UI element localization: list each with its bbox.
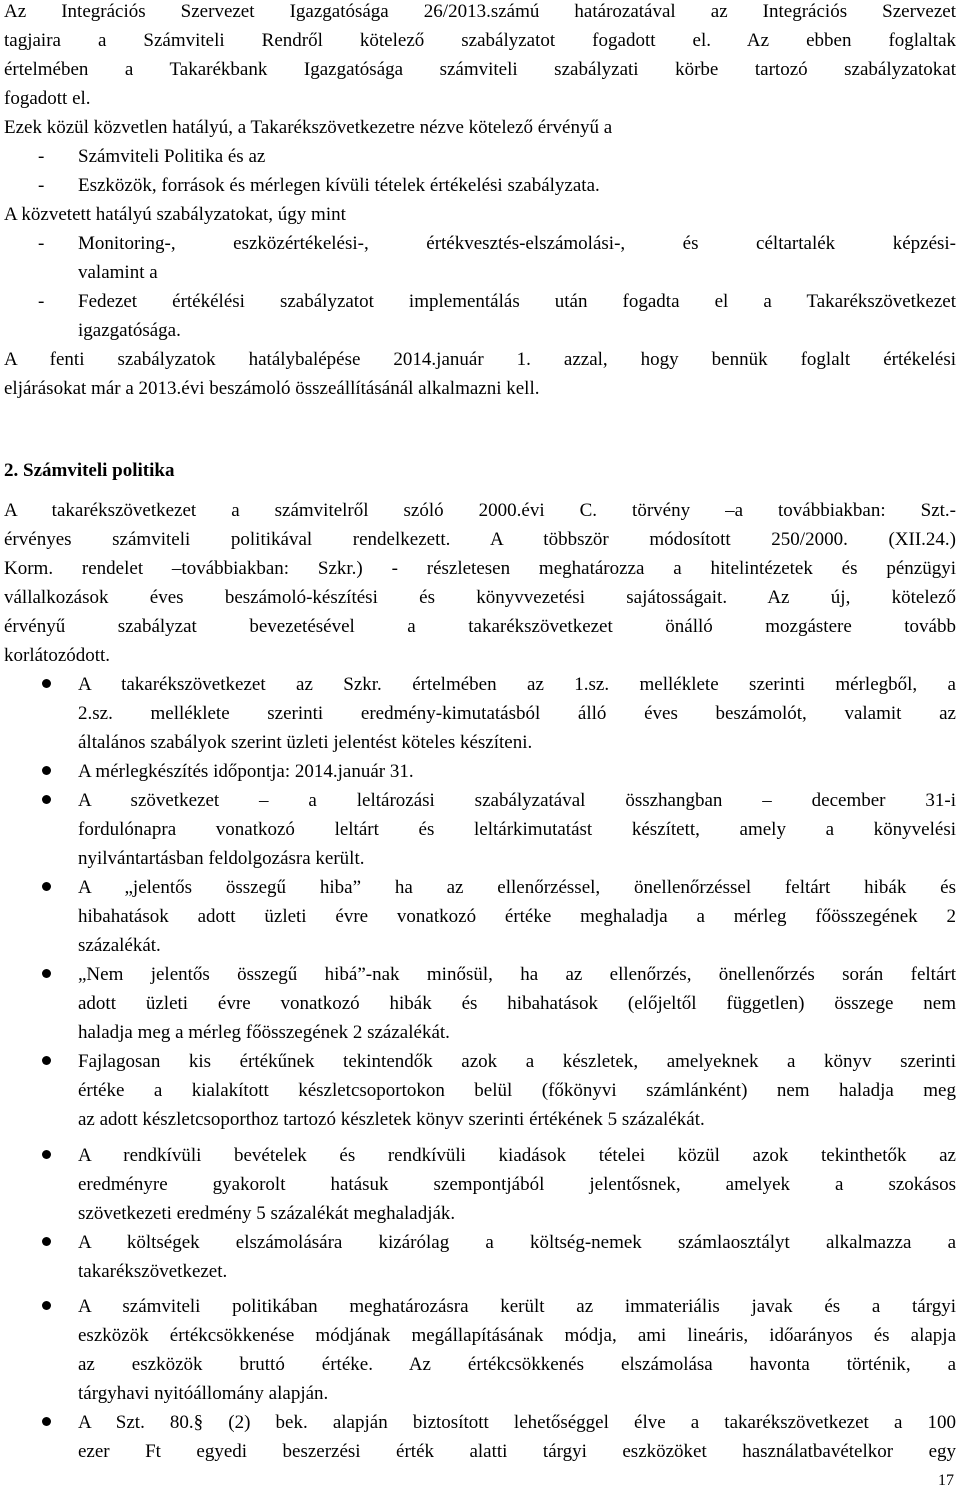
bullet-marker: [42, 766, 51, 775]
section-paragraph-line: érvényű szabályzat bevezetésével a takarékszövetkezet önálló mozgástere tovább: [4, 616, 956, 637]
bullet-item: általános szabályok szerint üzleti jelentést köteles készíteni.: [78, 732, 533, 753]
bullet-marker: [42, 969, 51, 978]
bullet-item: haladja meg a mérleg főösszegének 2 százalékát.: [78, 1022, 450, 1043]
bullet-item: adott üzleti évre vonatkozó hibák és hibahatások (előjeltől független) összege nem: [78, 993, 956, 1014]
bullet-item: fordulónapra vonatkozó leltárt és leltárkimutatást készített, amely a könyvelési: [78, 819, 956, 840]
bullet-item: A Szt. 80.§ (2) bek. alapján biztosított lehetőséggel élve a takarékszövetkezet a 100: [78, 1412, 956, 1433]
bullet-item: A „jelentős összegű hiba” ha az ellenőrzéssel, önellenőrzéssel feltárt hibák és: [78, 877, 956, 898]
bullet-item: szövetkezeti eredmény 5 százalékát meghaladják.: [78, 1203, 456, 1224]
intro-line: értelmében a Takarékbank Igazgatósága számviteli szabályzati körbe tartozó szabályzatokat: [4, 59, 956, 80]
bullet-marker: [42, 1056, 51, 1065]
bullet-item: takarékszövetkezet.: [78, 1261, 228, 1282]
list-dash: -: [38, 175, 45, 196]
bullet-item: A rendkívüli bevételek és rendkívüli kiadások tételei közül azok tekinthetők az: [78, 1145, 956, 1166]
bullet-item: 2.sz. melléklete szerinti eredmény-kimutatásból álló éves beszámolót, valamit az: [78, 703, 956, 724]
bullet-item: A számviteli politikában meghatározásra került az immateriális javak és a tárgyi: [78, 1296, 956, 1317]
section-paragraph-line: érvényes számviteli politikával rendelkezett. A többször módosított 250/2000. (XII.24.): [4, 529, 956, 550]
intro-line: tagjaira a Számviteli Rendről kötelező szabályzatot fogadott el. Az ebben foglaltak: [4, 30, 956, 51]
bullet-item: értéke a kialakított készletcsoportokon belül (főkönyvi számlánként) nem haladja meg: [78, 1080, 956, 1101]
bullet-item: „Nem jelentős összegű hibá”-nak minősül, ha az ellenőrzés, önellenőrzés során feltárt: [78, 964, 956, 985]
list-item: Fedezet értékélési szabályzatot implementálás után fogadta el a Takarékszövetkezet: [78, 291, 956, 312]
list-dash: -: [38, 233, 45, 254]
bullet-marker: [42, 795, 51, 804]
bullet-marker: [42, 1301, 51, 1310]
list-item: Monitoring-, eszközértékelési-, értékvesztés-elszámolási-, és céltartalék képzési-: [78, 233, 956, 254]
bullet-item: A szövetkezet – a leltározási szabályzatával összhangban – december 31-i: [78, 790, 956, 811]
bullet-item: A takarékszövetkezet az Szkr. értelmében az 1.sz. melléklete szerinti mérlegből, a: [78, 674, 956, 695]
direct-effect-paragraph: Ezek közül közvetlen hatályú, a Takarékszövetkezetre nézve kötelező érvényű a: [4, 117, 613, 138]
list-item-continuation: valamint a: [78, 262, 158, 283]
list-item: Számviteli Politika és az: [78, 146, 266, 167]
page-number: 17: [938, 1472, 954, 1489]
bullet-marker: [42, 1417, 51, 1426]
section-paragraph-line: Korm. rendelet –továbbiakban: Szkr.) - részletesen meghatározza a hitelintézetek és pénzügyi: [4, 558, 956, 579]
bullet-item: A mérlegkészítés időpontja: 2014.január 31.: [78, 761, 414, 782]
intro-line: Az Integrációs Szervezet Igazgatósága 26/2013.számú határozatával az Integrációs Szervezet: [4, 1, 956, 22]
bullet-item: százalékát.: [78, 935, 161, 956]
bullet-item: nyilvántartásban feldolgozásra került.: [78, 848, 365, 869]
bullet-item: hibahatások adott üzleti évre vonatkozó értéke meghaladja a mérleg főösszegének 2: [78, 906, 956, 927]
indirect-effect-paragraph: A közvetett hatályú szabályzatokat, úgy mint: [4, 204, 346, 225]
list-dash: -: [38, 146, 45, 167]
list-item: Eszközök, források és mérlegen kívüli tételek értékelési szabályzata.: [78, 175, 600, 196]
bullet-item: tárgyhavi nyitóállomány alapján.: [78, 1383, 329, 1404]
bullet-item: az adott készletcsoporthoz tartozó készletek könyv szerinti értékének 5 százalékát.: [78, 1109, 705, 1130]
intro-line: fogadott el.: [4, 88, 91, 109]
bullet-item: A költségek elszámolására kizárólag a költség-nemek számlaosztályt alkalmazza a: [78, 1232, 956, 1253]
effective-date-paragraph: eljárásokat már a 2013.évi beszámoló összeállításánál alkalmazni kell.: [4, 378, 540, 399]
bullet-item: Fajlagosan kis értékűnek tekintendők azok a készletek, amelyeknek a könyv szerinti: [78, 1051, 956, 1072]
bullet-marker: [42, 882, 51, 891]
section-paragraph-line: A takarékszövetkezet a számvitelről szóló 2000.évi C. törvény –a továbbiakban: Szt.-: [4, 500, 956, 521]
bullet-marker: [42, 1150, 51, 1159]
list-item-continuation: igazgatósága.: [78, 320, 181, 341]
bullet-marker: [42, 679, 51, 688]
list-dash: -: [38, 291, 45, 312]
bullet-item: eszközök értékcsökkenése módjának megállapításának módja, ami lineáris, időarányos és alapja: [78, 1325, 956, 1346]
section-heading: 2. Számviteli politika: [4, 460, 175, 481]
bullet-marker: [42, 1237, 51, 1246]
bullet-item: az eszközök bruttó értéke. Az értékcsökkenés elszámolása havonta történik, a: [78, 1354, 956, 1375]
section-paragraph-line: vállalkozások éves beszámoló-készítési és könyvvezetési sajátosságait. Az új, kötelező: [4, 587, 956, 608]
bullet-item: eredményre gyakorolt hatásuk szempontjából jelentősnek, amelyek a szokásos: [78, 1174, 956, 1195]
section-paragraph-line: korlátozódott.: [4, 645, 111, 666]
effective-date-paragraph: A fenti szabályzatok hatálybalépése 2014.január 1. azzal, hogy bennük foglalt értékelési: [4, 349, 956, 370]
bullet-item: ezer Ft egyedi beszerzési érték alatti tárgyi eszközöket használatbavételkor egy: [78, 1441, 956, 1462]
